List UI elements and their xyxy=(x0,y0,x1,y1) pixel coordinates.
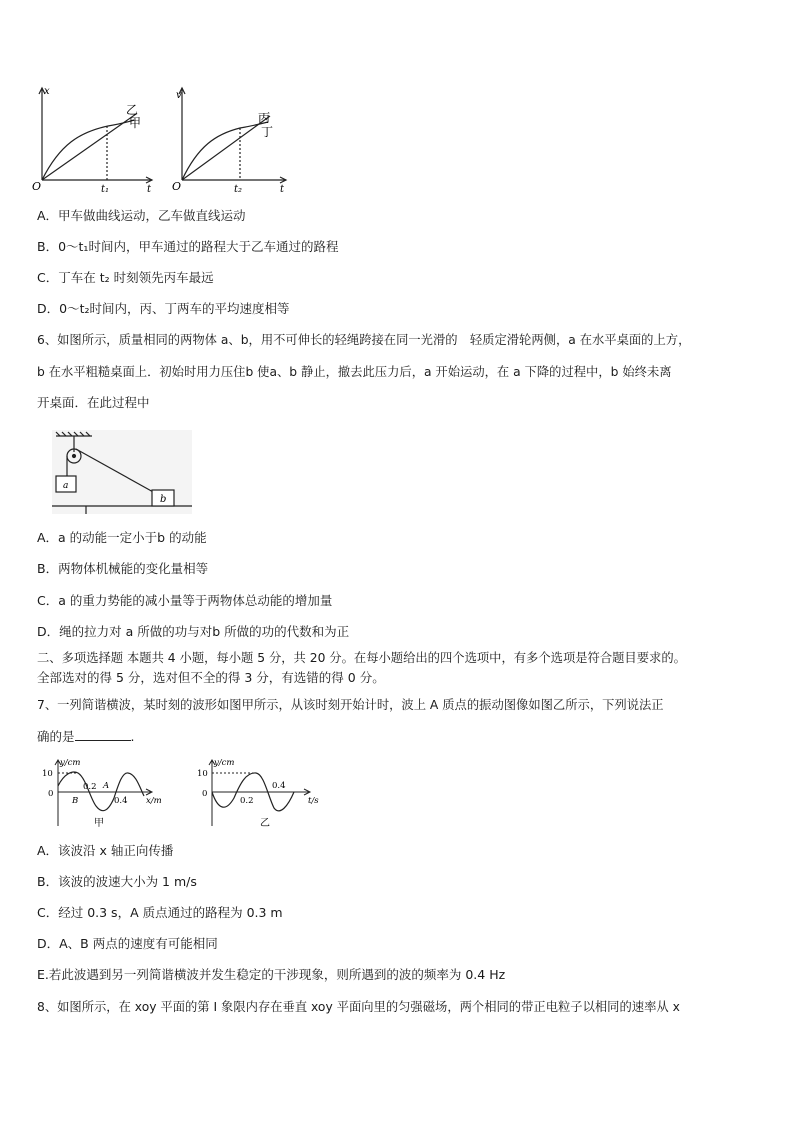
q7-option-b: B．该波的波速大小为 1 m/s xyxy=(37,874,197,889)
section2-header-line1: 二、多项选择题 本题共 4 小题，每小题 5 分，共 20 分。在每小题给出的四个选项中，有多个选项是符合题目要求的。 xyxy=(37,651,686,665)
q5-option-c: C．丁车在 t₂ 时刻领先丙车最远 xyxy=(37,270,214,285)
ten-label: 10 xyxy=(42,769,53,779)
t-unit-label: t/s xyxy=(308,796,319,806)
q7-stem-text: 确的是 xyxy=(37,729,75,744)
q5-option-d: D．0～t₂时间内，丙、丁两车的平均速度相等 xyxy=(37,301,290,316)
q7-stem-line1: 7、一列简谐横波，某时刻的波形如图甲所示，从该时刻开始计时，波上 A 质点的振动图像如图乙所示，下列说法正 xyxy=(37,698,664,712)
q5-option-a: A．甲车做曲线运动，乙车做直线运动 xyxy=(37,208,246,223)
q7-option-c: C．经过 0.3 s，A 质点通过的路程为 0.3 m xyxy=(37,905,283,920)
caption-jia: 甲 xyxy=(94,818,104,829)
q7-stem-line2 xyxy=(37,729,135,745)
answer-blank xyxy=(75,729,131,741)
tick-04-label-2: 0.4 xyxy=(272,781,286,791)
t-axis-label: t xyxy=(147,184,152,195)
block-b-label: b xyxy=(160,494,167,505)
origin-label-2: O xyxy=(172,180,182,193)
section2-header-line2: 全部选对的得 5 分，选对但不全的得 3 分，有选错的得 0 分。 xyxy=(37,670,385,685)
zero-label: 0 xyxy=(48,789,54,799)
t1-label: t₁ xyxy=(101,184,110,195)
tick-02-label-2: 0.2 xyxy=(240,796,254,806)
caption-yi: 乙 xyxy=(260,818,270,829)
point-b-label: B xyxy=(72,796,79,806)
t-axis-label-2: t xyxy=(280,184,285,195)
wave-figure-jia xyxy=(36,756,176,830)
q6-option-c: C．a 的重力势能的减小量等于两物体总动能的增加量 xyxy=(37,593,333,608)
q6-stem-line1: 6、如图所示，质量相同的两物体 a、b，用不可伸长的轻绳跨接在同一光滑的 轻质定滑轮两侧，a 在水平桌面的上方， xyxy=(37,333,691,347)
curve-jia-label: 甲 xyxy=(129,116,142,130)
q6-stem-line3: 开桌面．在此过程中 xyxy=(37,395,150,410)
pulley-figure xyxy=(52,430,192,514)
q6-option-a: A．a 的动能一定小于b 的动能 xyxy=(37,530,207,545)
tick-02-label: 0.2 xyxy=(83,782,97,792)
q5-figure xyxy=(30,84,300,196)
point-a-label: A xyxy=(103,781,110,791)
x-unit-label: x/m xyxy=(146,796,162,806)
zero-label-2: 0 xyxy=(202,789,208,799)
q5-option-b: B．0～t₁时间内，甲车通过的路程大于乙车通过的路程 xyxy=(37,239,339,254)
tick-04-label: 0.4 xyxy=(114,796,128,806)
q6-stem-line2: b 在水平粗糙桌面上．初始时用力压住b 使a、b 静止，撤去此压力后，a 开始运动，在 a 下降的过程中，b 始终未离 xyxy=(37,365,672,379)
q7-stem-end: . xyxy=(130,729,135,744)
q8-stem-line1: 8、如图所示，在 xoy 平面的第 I 象限内存在垂直 xoy 平面向里的匀强磁场，两个相同的带正电粒子以相同的速率从 x xyxy=(37,1000,680,1014)
q7-option-e: E.若此波遇到另一列简谐横波并发生稳定的干涉现象，则所遇到的波的频率为 0.4 Hz xyxy=(37,967,506,982)
y-unit-label-2: y/cm xyxy=(214,758,235,768)
wave-figure-yi xyxy=(196,756,326,830)
q6-option-d: D．绳的拉力对 a 所做的功与对b 所做的功的代数和为正 xyxy=(37,624,350,639)
block-a-label: a xyxy=(63,481,69,491)
x-axis-label: x xyxy=(44,86,50,97)
q6-option-b: B．两物体机械能的变化量相等 xyxy=(37,561,209,576)
q7-option-d: D．A、B 两点的速度有可能相同 xyxy=(37,936,218,951)
q7-option-a: A．该波沿 x 轴正向传播 xyxy=(37,843,174,858)
y-unit-label: y/cm xyxy=(60,758,81,768)
curve-yi-label: 乙 xyxy=(126,103,139,117)
origin-label: O xyxy=(32,180,42,193)
curve-ding-label: 丁 xyxy=(261,125,274,139)
curve-bing-label: 丙 xyxy=(258,111,271,125)
ten-label-2: 10 xyxy=(197,769,208,779)
v-axis-label: v xyxy=(176,90,182,101)
t2-label: t₂ xyxy=(234,184,243,195)
